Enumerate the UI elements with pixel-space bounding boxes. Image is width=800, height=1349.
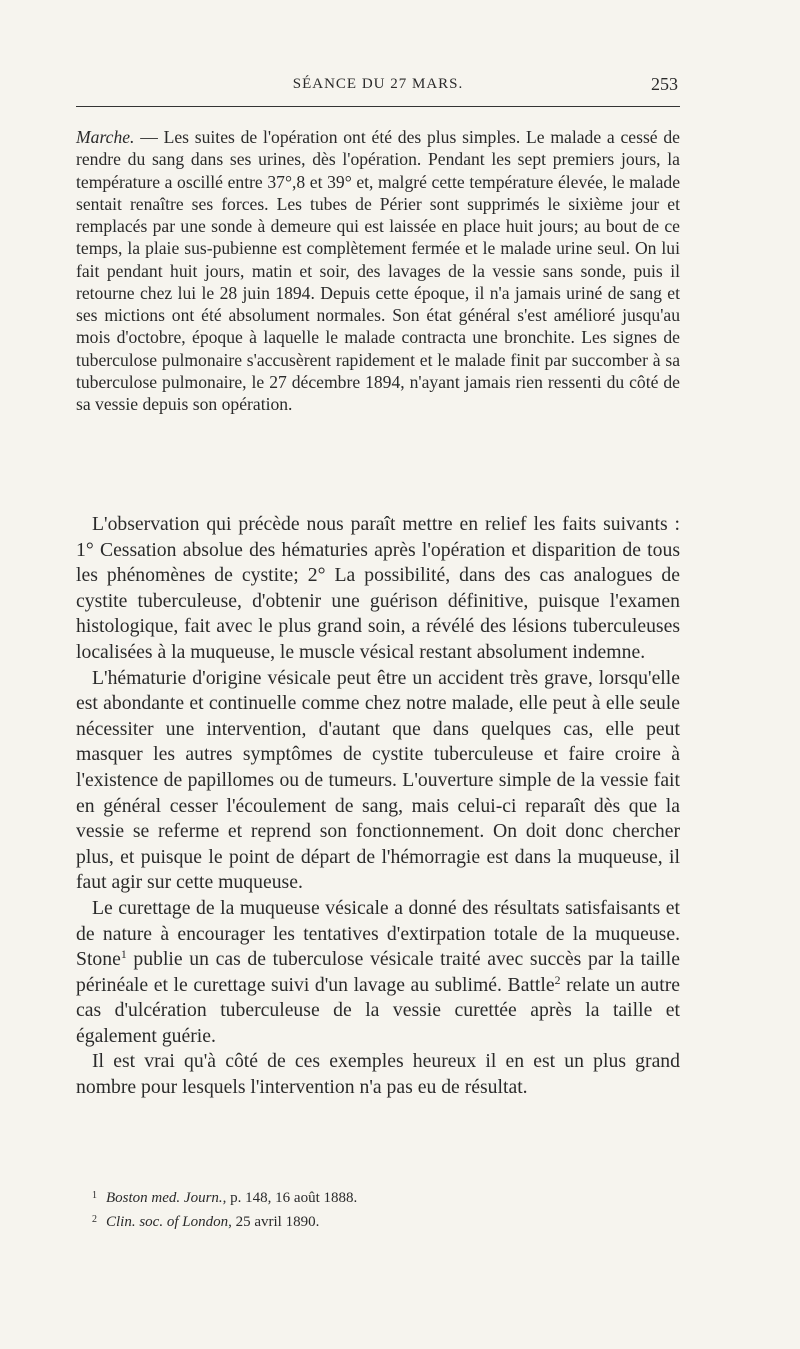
- paragraph-2: L'hématurie d'origine vésicale peut être un accident très grave, lorsqu'elle est abondante et continuelle comme chez notre malade, elle peut à elle seule nécessiter une intervention, d'autant que dans quelques cas, elle peut masquer les autres symptômes de cystite tuberculeuse et faire croire à l'existence de papillomes ou de tumeurs. L'ouverture simple de la vessie fait en général cesser l'écoulement de sang, mais celui-ci reparaît dès que la vessie se referme et reprend son fonctionnement. On doit donc chercher plus, et puisque le point de départ de l'hémorragie est dans la muqueuse, il faut agir sur cette muqueuse.: [76, 666, 680, 894]
- main-text: [76, 512, 680, 1101]
- case-observation-text: [76, 126, 680, 415]
- paragraph-3: [76, 896, 680, 1050]
- running-header: [76, 76, 680, 100]
- footnote: [92, 1209, 680, 1233]
- section-lead: Marche.: [76, 127, 135, 147]
- footnotes: [92, 1185, 680, 1233]
- footnote: [92, 1185, 680, 1209]
- footnote-detail: , 25 avril 1890.: [228, 1214, 320, 1230]
- footnote-detail: , p. 148, 16 août 1888.: [222, 1190, 358, 1206]
- case-paragraph-body: — Les suites de l'opération ont été des plus simples. Le malade a cessé de rendre du sang dans ses urines, dès l'opération. Pendant les sept premiers jours, la température a oscillé entre 37°,8 et 39° et, malgré cette température élevée, le malade sentait renaître ses forces. Les tubes de Périer sont supprimés le sixième jour et remplacés par une sonde à demeure qui est laissée en place huit jours; au bout de ce temps, la plaie sus-pubienne est complètement fermée et le malade urine seul. On lui fait pendant huit jours, matin et soir, des lavages de la vessie sans sonde, puis il retourne chez lui le 28 juin 1894. Depuis cette époque, il n'a jamais uriné de sang et ses mictions ont été absolument normales. Son état général s'est amélioré jusqu'au mois d'octobre, époque à laquelle le malade contracta une bronchite. Les signes de tuberculose pulmonaire s'accusèrent rapidement et le malade finit par succomber à sa tuberculose pulmonaire, le 27 décembre 1894, n'ayant jamais rien ressenti du côté de sa vessie depuis son opération.: [76, 127, 680, 414]
- page-number: 253: [651, 74, 678, 94]
- footnote-number: 1: [92, 1190, 97, 1201]
- header-rule: [76, 106, 680, 107]
- footnote-source: Boston med. Journ.: [106, 1190, 223, 1206]
- paragraph-3-part-a: Le curettage de la muqueuse vésicale a donné des résultats satisfaisants et de nature à encourager les tentatives d'extirpation totale de la muqueuse. Stone: [76, 896, 680, 971]
- footnote-source: Clin. soc. of London: [106, 1214, 229, 1230]
- paragraph-3-part-c: relate un autre cas d'ulcération tuberculeuse de la vessie curettée après la taille et également guérie.: [76, 973, 680, 1047]
- paragraph-1: L'observation qui précède nous paraît mettre en relief les faits suivants : 1° Cessation absolue des hématuries après l'opération et disparition de tous les phénomènes de cystite; 2° La possibilité, dans des cas analogues de cystite tuberculeuse, d'obtenir une guérison définitive, puisque l'examen histologique, fait avec le plus grand soin, a révélé des lésions tuberculeuses localisées à la muqueuse, le muscle vésical restant absolument indemne.: [76, 513, 680, 663]
- paragraph-4: Il est vrai qu'à côté de ces exemples heureux il en est un plus grand nombre pour lesquels l'intervention n'a pas eu de résultat.: [76, 1050, 680, 1099]
- case-paragraph: [76, 126, 680, 415]
- footnote-number: 2: [92, 1214, 97, 1225]
- running-title: SÉANCE DU 27 MARS.: [292, 76, 464, 92]
- footnote-ref-1: 1: [120, 947, 127, 962]
- paragraph-3-part-b: publie un cas de tuberculose vésicale traité avec succès par la taille périnéale et le curettage suivi d'un lavage au sublimé. Battle: [76, 948, 680, 996]
- footnote-ref-2: 2: [554, 972, 561, 987]
